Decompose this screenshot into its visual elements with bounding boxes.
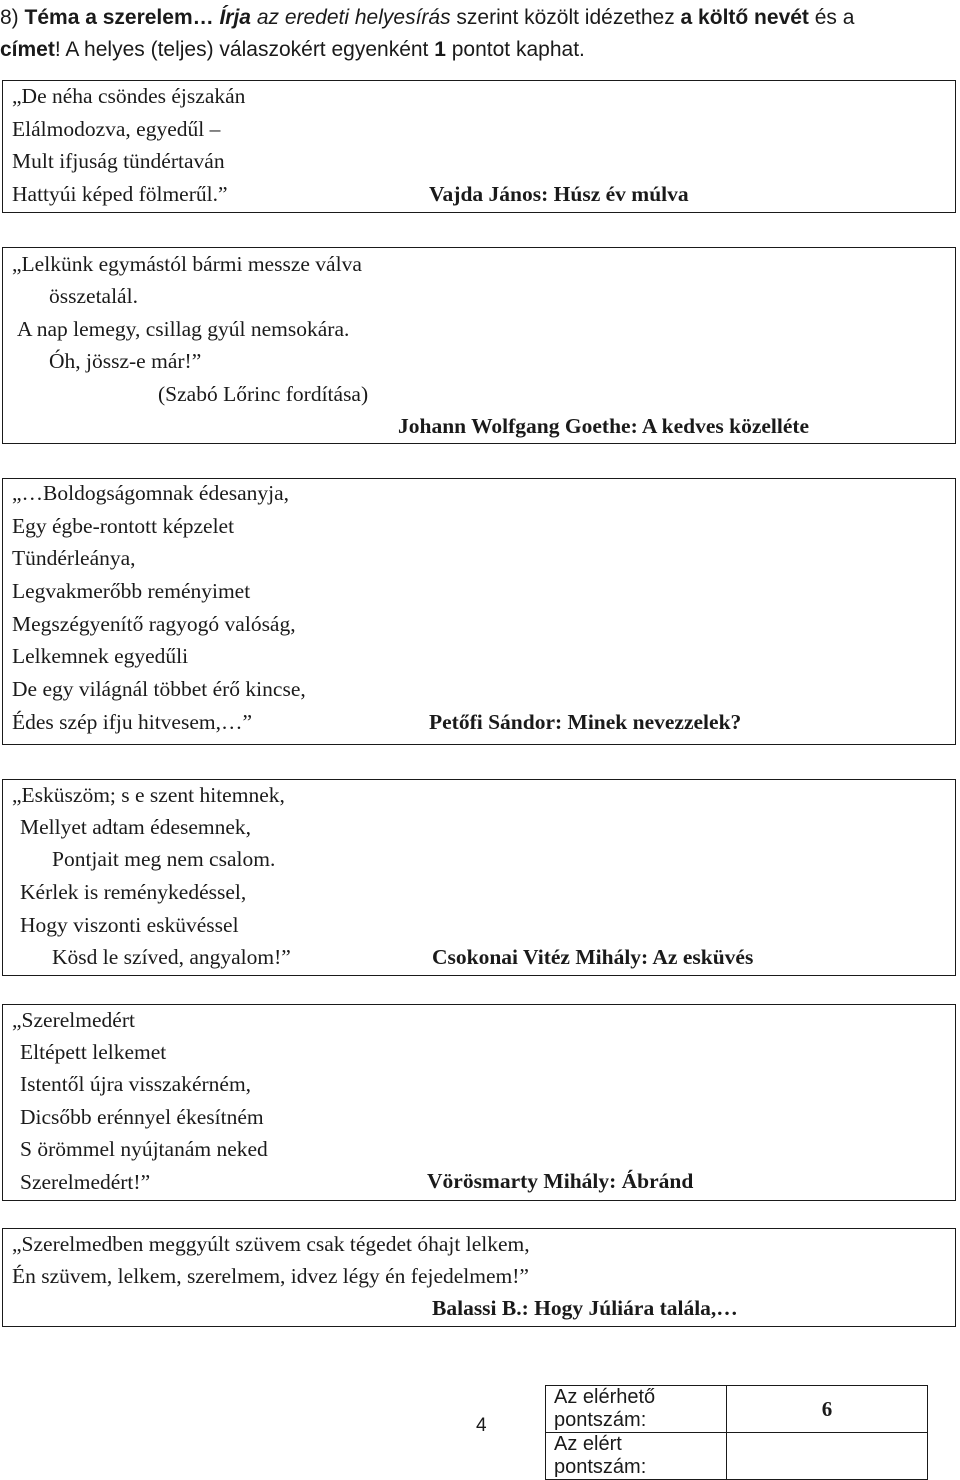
poem-line: Istentől újra visszakérném, <box>20 1072 252 1096</box>
poem-line: Dicsőbb erénnyel ékesítném <box>20 1105 264 1129</box>
poem-line: Pontjait meg nem csalom. <box>52 847 276 871</box>
poem-line: Én szüvem, lelkem, szerelmem, idvez légy én fejedelmem!” <box>12 1264 529 1288</box>
poem-line: „Esküszöm; s e szent hitemnek, <box>12 783 285 807</box>
quote-attribution: Csokonai Vitéz Mihály: Az esküvés <box>432 945 754 969</box>
poem-line: Kösd le szíved, angyalom!” <box>52 945 291 969</box>
instruction-line-2: címet! A helyes (teljes) válaszokért egyenként 1 pontot kaphat. <box>0 38 585 61</box>
poem-line: Legvakmerőbb reményimet <box>12 579 251 603</box>
poem-line: Tündérleánya, <box>12 546 136 570</box>
instruction-verb: Írja <box>219 6 251 29</box>
instruction-line-1: 8) Téma a szerelem… Írja az eredeti helyesírás szerint közölt idézethez a költő nevét és a <box>0 6 855 29</box>
instruction-title: címet <box>0 38 55 61</box>
poem-line: „…Boldogságomnak édesanyja, <box>12 481 290 505</box>
poem-line: Óh, jössz-e már!” <box>49 349 202 373</box>
poem-line: Megszégyenítő ragyogó valóság, <box>12 612 296 636</box>
max-points-value: 6 <box>727 1386 928 1433</box>
poem-line: Lelkemnek egyedűli <box>12 644 189 668</box>
poem-line: Mult ifjuság tündértaván <box>12 149 225 173</box>
poem-line: S örömmel nyújtanám neked <box>20 1137 268 1161</box>
poem-line: Szerelmedért!” <box>20 1170 151 1194</box>
poem-line: Egy égbe-rontott képzelet <box>12 514 235 538</box>
task-topic: Téma a szerelem… <box>24 6 220 29</box>
quote-attribution: Johann Wolfgang Goethe: A kedves közelléte <box>398 414 810 438</box>
task-number: 8) <box>0 6 25 29</box>
quote-attribution: Petőfi Sándor: Minek nevezzelek? <box>429 710 742 734</box>
poem-line: Édes szép ifju hitvesem,…” <box>12 710 253 734</box>
poem-line: De egy világnál többet érő kincse, <box>12 677 306 701</box>
poem-line: Hattyúi képed fölmerűl.” <box>12 182 228 206</box>
instruction-points: 1 <box>434 38 446 61</box>
poem-line: Mellyet adtam édesemnek, <box>20 815 252 839</box>
translator-note: (Szabó Lőrinc fordítása) <box>158 382 369 406</box>
quote-attribution: Vörösmarty Mihály: Ábránd <box>427 1169 694 1193</box>
score-table <box>545 1385 928 1480</box>
poem-line: „Szerelmedért <box>12 1008 135 1032</box>
poem-line: „De néha csöndes éjszakán <box>12 84 246 108</box>
earned-points-label: Az elért pontszám: <box>546 1433 727 1480</box>
poem-line: Eltépett lelkemet <box>20 1040 167 1064</box>
max-points-label: Az elérhető pontszám: <box>546 1386 727 1433</box>
poem-line: Elálmodozva, egyedűl – <box>12 117 221 141</box>
instruction-spelling: az eredeti helyesírás <box>250 6 451 29</box>
poem-line: Hogy viszonti esküvéssel <box>20 913 239 937</box>
page-number: 4 <box>476 1415 487 1436</box>
poem-line: Kérlek is reménykedéssel, <box>20 880 247 904</box>
instruction-poet-name: a költő nevét <box>680 6 809 29</box>
earned-points-field[interactable] <box>727 1433 928 1480</box>
quote-attribution: Vajda János: Húsz év múlva <box>429 182 689 206</box>
poem-line: összetalál. <box>49 284 138 308</box>
poem-line: „Szerelmedben meggyúlt szüvem csak tégedet óhajt lelkem, <box>12 1232 530 1256</box>
poem-line: A nap lemegy, csillag gyúl nemsokára. <box>17 317 350 341</box>
poem-line: „Lelkünk egymástól bármi messze válva <box>12 252 362 276</box>
quote-attribution: Balassi B.: Hogy Júliára talála,… <box>432 1296 738 1320</box>
